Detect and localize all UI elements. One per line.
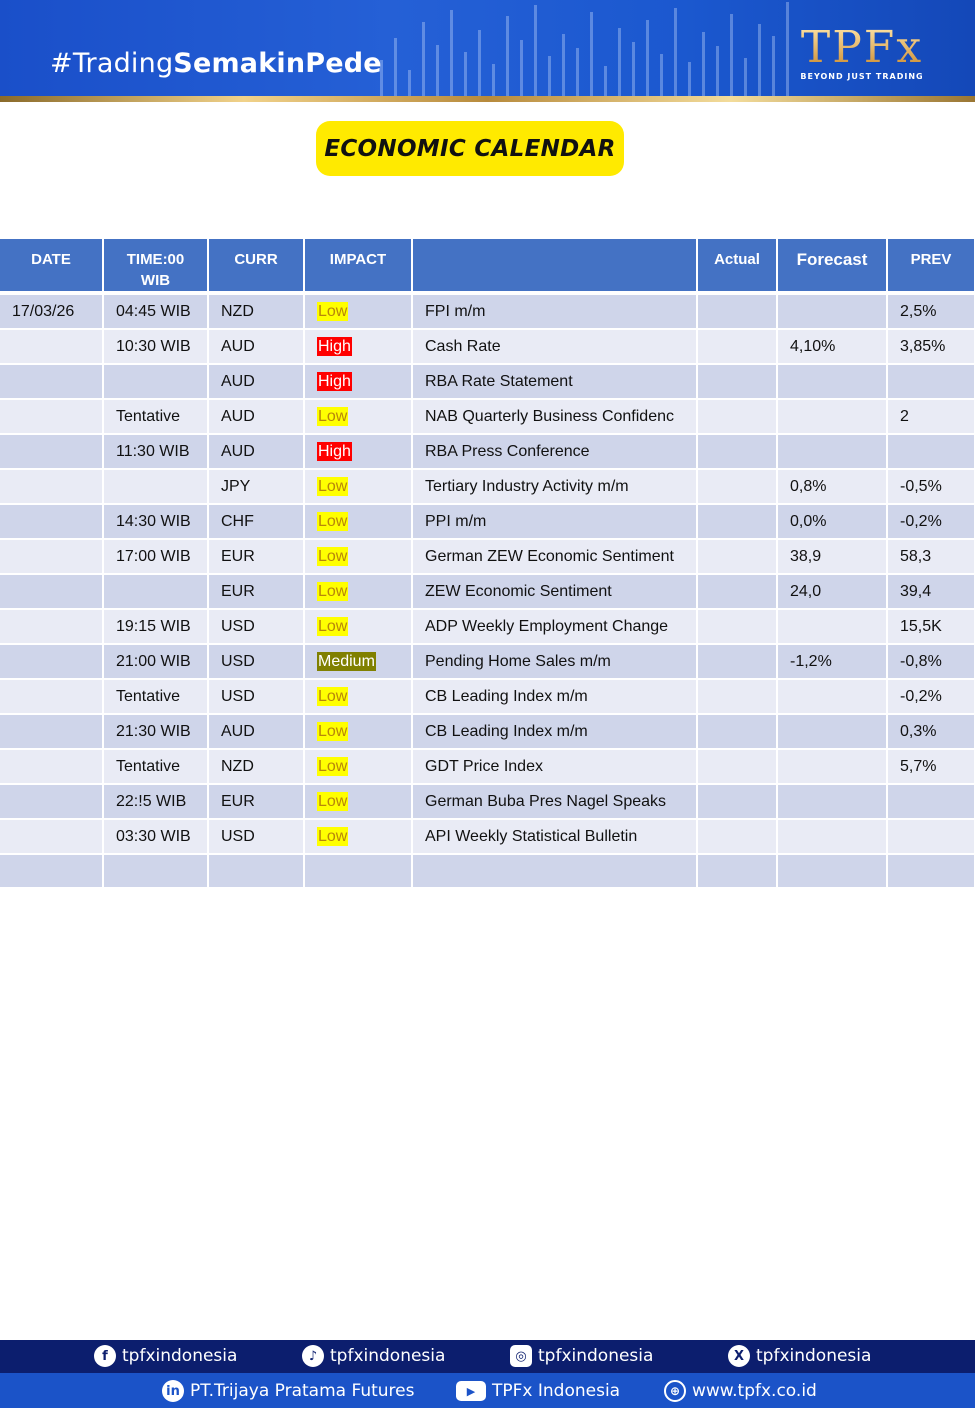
cell-prev: [887, 364, 975, 399]
cell-time: 21:30 WIB: [103, 714, 208, 749]
cell-impact: [304, 469, 412, 504]
cell-prev: [887, 434, 975, 469]
cell-prev: 3,85%: [887, 329, 975, 364]
table-row: [0, 329, 975, 364]
cell-date: [0, 749, 103, 784]
cell-impact: [304, 644, 412, 679]
cell-date: [0, 644, 103, 679]
table-row: [0, 293, 975, 329]
table-row: [0, 749, 975, 784]
cell-actual: [697, 784, 777, 819]
decor-bar: [422, 22, 425, 100]
cell-curr: AUD: [208, 714, 304, 749]
x-icon: X: [728, 1345, 750, 1367]
cell-forecast: [777, 854, 887, 888]
cell-time: 10:30 WIB: [103, 329, 208, 364]
table-row: [0, 714, 975, 749]
cell-prev: 15,5K: [887, 609, 975, 644]
cell-prev: 2,5%: [887, 293, 975, 329]
header-forecast: Forecast: [777, 239, 887, 293]
cell-prev: [887, 819, 975, 854]
x-link[interactable]: X tpfxindonesia: [728, 1342, 871, 1370]
hashtag-slogan: #TradingSemakinPede: [50, 48, 382, 79]
cell-actual: [697, 749, 777, 784]
cell-date: [0, 539, 103, 574]
table-row: [0, 504, 975, 539]
facebook-icon: f: [94, 1345, 116, 1367]
decor-bar: [674, 8, 677, 100]
chart-bars-decoration: [380, 0, 800, 100]
cell-forecast: [777, 784, 887, 819]
cell-event: Tertiary Industry Activity m/m: [412, 469, 697, 504]
cell-impact: [304, 714, 412, 749]
cell-time: Tentative: [103, 749, 208, 784]
tpfx-logo: [792, 22, 932, 82]
cell-prev: 0,3%: [887, 714, 975, 749]
cell-actual: [697, 399, 777, 434]
cell-actual: [697, 364, 777, 399]
decor-bar: [464, 52, 467, 100]
table-row: [0, 609, 975, 644]
cell-impact: [304, 679, 412, 714]
cell-curr: USD: [208, 819, 304, 854]
cell-curr: AUD: [208, 434, 304, 469]
table-row: [0, 784, 975, 819]
cell-curr: [208, 854, 304, 888]
decor-bar: [492, 64, 495, 100]
header-curr: CURR: [208, 239, 304, 293]
cell-impact: [304, 329, 412, 364]
cell-prev: -0,2%: [887, 504, 975, 539]
cell-impact: [304, 504, 412, 539]
cell-time: 11:30 WIB: [103, 434, 208, 469]
cell-event: NAB Quarterly Business Confidenc: [412, 399, 697, 434]
economic-calendar-table: [0, 239, 975, 889]
impact-badge: Low: [318, 793, 348, 810]
cell-curr: USD: [208, 679, 304, 714]
decor-bar: [688, 62, 691, 100]
decor-bar: [436, 45, 439, 100]
cell-event: ADP Weekly Employment Change: [412, 609, 697, 644]
table-row: [0, 854, 975, 888]
decor-bar: [618, 28, 621, 100]
cell-curr: AUD: [208, 329, 304, 364]
decor-bar: [646, 20, 649, 100]
impact-badge: Low: [318, 513, 348, 530]
header-actual: Actual: [697, 239, 777, 293]
cell-actual: [697, 434, 777, 469]
impact-badge: Low: [318, 758, 348, 775]
cell-time: 04:45 WIB: [103, 293, 208, 329]
logo-tagline: BEYOND JUST TRADING: [800, 72, 924, 81]
tiktok-link[interactable]: ♪ tpfxindonesia: [302, 1342, 445, 1370]
cell-curr: NZD: [208, 293, 304, 329]
table-row: [0, 539, 975, 574]
cell-impact: [304, 574, 412, 609]
table-row: [0, 434, 975, 469]
cell-event: German Buba Pres Nagel Speaks: [412, 784, 697, 819]
cell-event: RBA Rate Statement: [412, 364, 697, 399]
cell-date: [0, 714, 103, 749]
decor-bar: [576, 48, 579, 100]
cell-date: [0, 329, 103, 364]
cell-curr: NZD: [208, 749, 304, 784]
cell-time: [103, 574, 208, 609]
header-banner: [0, 0, 975, 100]
cell-prev: 39,4: [887, 574, 975, 609]
cell-curr: USD: [208, 644, 304, 679]
cell-forecast: [777, 399, 887, 434]
decor-bar: [478, 30, 481, 100]
impact-badge: Low: [318, 478, 348, 495]
cell-actual: [697, 714, 777, 749]
cell-time: 21:00 WIB: [103, 644, 208, 679]
header-prev: PREV: [887, 239, 975, 293]
cell-impact: [304, 434, 412, 469]
cell-curr: AUD: [208, 364, 304, 399]
cell-prev: 2: [887, 399, 975, 434]
cell-impact: [304, 539, 412, 574]
impact-badge: Low: [318, 828, 348, 845]
cell-impact: [304, 819, 412, 854]
instagram-link[interactable]: ◎ tpfxindonesia: [510, 1342, 653, 1370]
cell-date: [0, 854, 103, 888]
cell-curr: USD: [208, 609, 304, 644]
header-impact: IMPACT: [304, 239, 412, 293]
cell-date: [0, 364, 103, 399]
decor-bar: [786, 2, 789, 100]
cell-impact: [304, 293, 412, 329]
cell-forecast: 38,9: [777, 539, 887, 574]
cell-impact: [304, 749, 412, 784]
cell-actual: [697, 609, 777, 644]
cell-curr: JPY: [208, 469, 304, 504]
decor-bar: [590, 12, 593, 100]
decor-bar: [716, 46, 719, 100]
cell-event: [412, 854, 697, 888]
cell-event: PPI m/m: [412, 504, 697, 539]
cell-time: 14:30 WIB: [103, 504, 208, 539]
tiktok-icon: ♪: [302, 1345, 324, 1367]
table-row: [0, 399, 975, 434]
decor-bar: [772, 36, 775, 100]
impact-badge: Low: [318, 583, 348, 600]
cell-date: [0, 504, 103, 539]
cell-prev: 5,7%: [887, 749, 975, 784]
cell-time: 03:30 WIB: [103, 819, 208, 854]
header-date: DATE: [0, 239, 103, 293]
cell-time: 19:15 WIB: [103, 609, 208, 644]
decor-bar: [534, 5, 537, 100]
cell-impact: [304, 784, 412, 819]
cell-event: CB Leading Index m/m: [412, 714, 697, 749]
table-header-row: [0, 239, 975, 293]
cell-forecast: [777, 609, 887, 644]
decor-bar: [758, 24, 761, 100]
page-title-badge: [316, 121, 624, 176]
cell-forecast: 24,0: [777, 574, 887, 609]
cell-actual: [697, 854, 777, 888]
cell-prev: -0,8%: [887, 644, 975, 679]
cell-event: API Weekly Statistical Bulletin: [412, 819, 697, 854]
cell-curr: EUR: [208, 784, 304, 819]
impact-badge: High: [318, 443, 351, 460]
cell-prev: [887, 854, 975, 888]
globe-icon: ⊕: [664, 1380, 686, 1402]
cell-actual: [697, 469, 777, 504]
cell-impact: [304, 364, 412, 399]
cell-time: [103, 364, 208, 399]
website-link[interactable]: ⊕ www.tpfx.co.id: [664, 1379, 817, 1403]
youtube-icon: ▶: [456, 1381, 486, 1401]
cell-forecast: [777, 819, 887, 854]
footer-socials: [0, 1340, 975, 1408]
decor-bar: [660, 54, 663, 100]
decor-bar: [450, 10, 453, 100]
decor-bar: [562, 34, 565, 100]
impact-badge: Low: [318, 618, 348, 635]
table-row: [0, 644, 975, 679]
cell-event: Cash Rate: [412, 329, 697, 364]
decor-bar: [632, 42, 635, 100]
cell-curr: AUD: [208, 399, 304, 434]
cell-impact: [304, 399, 412, 434]
impact-badge: Low: [318, 303, 348, 320]
impact-badge: High: [318, 373, 351, 390]
cell-time: [103, 854, 208, 888]
cell-event: German ZEW Economic Sentiment: [412, 539, 697, 574]
cell-event: GDT Price Index: [412, 749, 697, 784]
cell-event: FPI m/m: [412, 293, 697, 329]
footer-row-social: [0, 1340, 975, 1373]
cell-date: [0, 469, 103, 504]
cell-prev: 58,3: [887, 539, 975, 574]
cell-prev: [887, 784, 975, 819]
table-row: [0, 364, 975, 399]
decor-bar: [520, 40, 523, 100]
cell-impact: [304, 854, 412, 888]
decor-bar: [702, 32, 705, 100]
cell-curr: EUR: [208, 539, 304, 574]
cell-event: ZEW Economic Sentiment: [412, 574, 697, 609]
impact-badge: Low: [318, 548, 348, 565]
footer-row-contact: [0, 1373, 975, 1408]
cell-forecast: [777, 714, 887, 749]
linkedin-link[interactable]: in PT.Trijaya Pratama Futures: [162, 1379, 414, 1403]
cell-actual: [697, 329, 777, 364]
youtube-link[interactable]: ▶ TPFx Indonesia: [456, 1379, 620, 1403]
cell-forecast: [777, 749, 887, 784]
cell-date: [0, 679, 103, 714]
table-row: [0, 679, 975, 714]
cell-prev: -0,2%: [887, 679, 975, 714]
cell-date: [0, 574, 103, 609]
impact-badge: Low: [318, 688, 348, 705]
cell-forecast: [777, 679, 887, 714]
impact-badge: High: [318, 338, 351, 355]
cell-actual: [697, 504, 777, 539]
cell-prev: -0,5%: [887, 469, 975, 504]
decor-bar: [394, 38, 397, 100]
decor-bar: [744, 58, 747, 100]
cell-actual: [697, 293, 777, 329]
linkedin-icon: in: [162, 1380, 184, 1402]
cell-impact: [304, 609, 412, 644]
header-time: TIME:00 WIB: [103, 239, 208, 293]
cell-actual: [697, 644, 777, 679]
cell-time: Tentative: [103, 399, 208, 434]
logo-mark: TPFx: [792, 26, 932, 70]
page-title: ECONOMIC CALENDAR: [324, 135, 616, 162]
impact-badge: Low: [318, 723, 348, 740]
cell-time: [103, 469, 208, 504]
cell-time: 17:00 WIB: [103, 539, 208, 574]
cell-actual: [697, 539, 777, 574]
cell-curr: CHF: [208, 504, 304, 539]
cell-forecast: -1,2%: [777, 644, 887, 679]
cell-date: 17/03/26: [0, 293, 103, 329]
table-row: [0, 469, 975, 504]
decor-bar: [730, 14, 733, 100]
cell-actual: [697, 574, 777, 609]
cell-event: RBA Press Conference: [412, 434, 697, 469]
facebook-link[interactable]: f tpfxindonesia: [94, 1342, 237, 1370]
cell-actual: [697, 679, 777, 714]
cell-time: Tentative: [103, 679, 208, 714]
impact-badge: Medium: [318, 653, 375, 670]
cell-forecast: 4,10%: [777, 329, 887, 364]
cell-forecast: [777, 293, 887, 329]
table-row: [0, 819, 975, 854]
impact-badge: Low: [318, 408, 348, 425]
cell-event: Pending Home Sales m/m: [412, 644, 697, 679]
cell-date: [0, 399, 103, 434]
instagram-icon: ◎: [510, 1345, 532, 1367]
table-row: [0, 574, 975, 609]
cell-date: [0, 784, 103, 819]
cell-event: CB Leading Index m/m: [412, 679, 697, 714]
cell-actual: [697, 819, 777, 854]
cell-date: [0, 434, 103, 469]
gold-divider: [0, 96, 975, 102]
decor-bar: [604, 66, 607, 100]
cell-forecast: 0,8%: [777, 469, 887, 504]
decor-bar: [548, 56, 551, 100]
cell-time: 22:!5 WIB: [103, 784, 208, 819]
header-event: [412, 239, 697, 293]
cell-curr: EUR: [208, 574, 304, 609]
cell-date: [0, 819, 103, 854]
cell-forecast: 0,0%: [777, 504, 887, 539]
cell-forecast: [777, 434, 887, 469]
decor-bar: [506, 16, 509, 100]
cell-forecast: [777, 364, 887, 399]
cell-date: [0, 609, 103, 644]
